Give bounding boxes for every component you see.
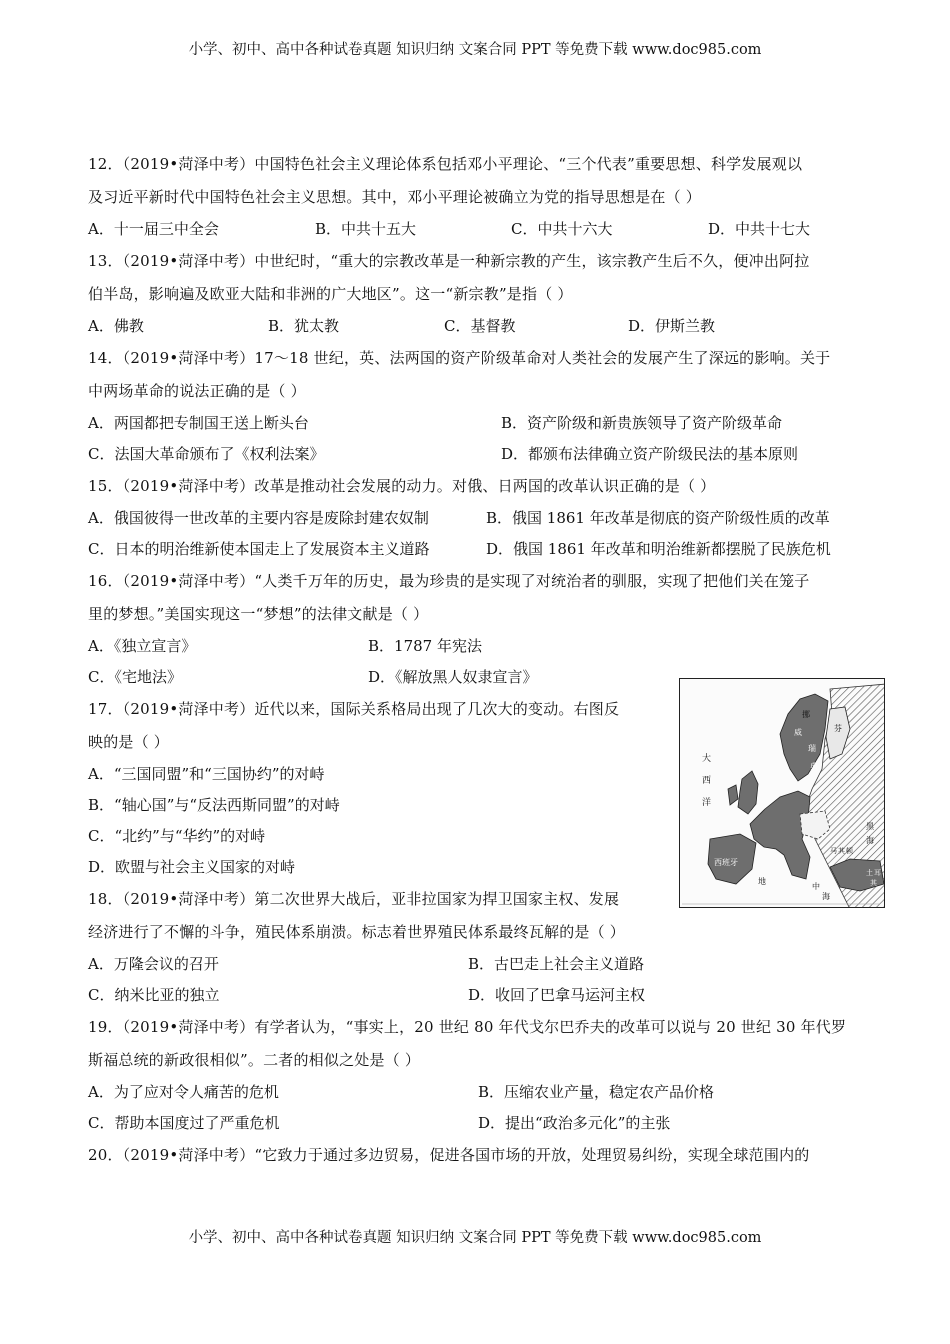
option-d[interactable]: D．伊斯兰教 — [628, 317, 716, 335]
question-text-line: 经济进行了不懈的斗争，殖民体系崩溃。标志着世界殖民体系最终瓦解的是（ ） — [88, 923, 625, 941]
question-text-line: 19．（2019•菏泽中考）有学者认为，“事实上，20 世纪 80 年代戈尔巴乔夫的改革可以说与 20 世纪 30 年代罗 — [88, 1018, 847, 1036]
option-b[interactable]: B．古巴走上社会主义道路 — [468, 955, 645, 973]
option-d[interactable]: D．收回了巴拿马运河主权 — [468, 986, 646, 1004]
map-label: 西班牙 — [714, 858, 738, 867]
option-b[interactable]: B．“轴心国”与“反法西斯同盟”的对峙 — [88, 796, 340, 814]
option-c[interactable]: C．中共十六大 — [511, 220, 613, 238]
map-label: 顿 — [846, 847, 853, 855]
option-c[interactable]: C．《宅地法》 — [88, 668, 182, 686]
map-label: 土 — [866, 869, 873, 877]
question-text-line: 及习近平新时代中国特色社会主义思想。其中，邓小平理论被确立为党的指导思想是在（ ） — [88, 188, 701, 206]
question-19 — [88, 1011, 883, 1139]
question-text-line: 18．（2019•菏泽中考）第二次世界大战后，亚非拉国家为捍卫国家主权、发展 — [88, 890, 620, 908]
options-row — [88, 631, 883, 662]
europe-map-figure — [679, 678, 885, 908]
map-label: 黑 — [866, 822, 874, 831]
options-row — [88, 534, 883, 565]
option-d[interactable]: D．俄国 1861 年改革和明治维新都摆脱了民族危机 — [486, 540, 831, 558]
options-row — [88, 949, 883, 980]
map-label: 耳 — [874, 869, 881, 877]
page-footer: 小学、初中、高中各种试卷真题 知识归纳 文案合同 PPT 等免费下载 www.doc985.com — [188, 1230, 762, 1246]
option-a[interactable]: A．佛教 — [88, 317, 144, 335]
map-label: 威 — [794, 728, 802, 737]
map-label: 地 — [758, 877, 766, 886]
option-d[interactable]: D．《解放黑人奴隶宣言》 — [368, 668, 538, 686]
map-label: 典 — [810, 762, 818, 771]
europe-map-svg — [680, 679, 885, 908]
map-label: 马 — [830, 847, 837, 855]
option-c[interactable]: C．帮助本国度过了严重危机 — [88, 1114, 280, 1132]
question-text-line: 17．（2019•菏泽中考）近代以来，国际关系格局出现了几次大的变动。右图反 — [88, 700, 620, 718]
map-label: 洋 — [702, 798, 712, 808]
option-a[interactable]: A．万隆会议的召开 — [88, 955, 219, 973]
option-a[interactable]: A．十一届三中全会 — [88, 220, 219, 238]
question-text-line: 伯半岛，影响遍及欧亚大陆和非洲的广大地区”。这一“新宗教”是指（ ） — [88, 285, 573, 303]
option-a[interactable]: A．《独立宣言》 — [88, 637, 197, 655]
option-b[interactable]: B．资产阶级和新贵族领导了资产阶级革命 — [501, 414, 783, 432]
options-row — [88, 503, 883, 534]
options-row — [88, 311, 883, 342]
option-b[interactable]: B．俄国 1861 年改革是彻底的资产阶级性质的改革 — [486, 509, 830, 527]
question-14 — [88, 342, 883, 470]
option-a[interactable]: A．“三国同盟”和“三国协约”的对峙 — [88, 765, 325, 783]
question-text-line: 12．（2019•菏泽中考）中国特色社会主义理论体系包括邓小平理论、“三个代表”重要思想、科学发展观以 — [88, 155, 803, 173]
map-label: 其 — [838, 847, 845, 855]
map-label: 挪 — [802, 710, 810, 719]
question-text-line: 里的梦想。”美国实现这一“梦想”的法律文献是（ ） — [88, 605, 429, 623]
map-label: 芬 — [834, 724, 842, 733]
option-b[interactable]: B．压缩农业产量，稳定农产品价格 — [478, 1083, 715, 1101]
question-text-line: 16．（2019•菏泽中考）“人类千万年的历史，最为珍贵的是实现了对统治者的驯服，实现了把他们关在笼子 — [88, 572, 810, 590]
options-row — [88, 439, 883, 470]
option-a[interactable]: A．俄国彼得一世改革的主要内容是废除封建农奴制 — [88, 509, 429, 527]
map-label: 海 — [866, 836, 874, 845]
option-c[interactable]: C．法国大革命颁布了《权利法案》 — [88, 445, 325, 463]
option-b[interactable]: B．犹太教 — [268, 317, 340, 335]
option-a[interactable]: A．为了应对令人痛苦的危机 — [88, 1083, 279, 1101]
question-text-line: 中两场革命的说法正确的是（ ） — [88, 382, 306, 400]
options-row — [88, 214, 883, 245]
map-label: 西 — [702, 776, 712, 786]
question-20 — [88, 1139, 883, 1172]
map-label: 中 — [812, 882, 820, 891]
option-a[interactable]: A．两国都把专制国王送上断头台 — [88, 414, 309, 432]
question-12 — [88, 148, 883, 245]
option-c[interactable]: C．纳米比亚的独立 — [88, 986, 220, 1004]
options-row — [88, 980, 883, 1011]
option-b[interactable]: B．中共十五大 — [315, 220, 417, 238]
question-15 — [88, 470, 883, 565]
question-text-line: 映的是（ ） — [88, 733, 169, 751]
question-text-line: 13．（2019•菏泽中考）中世纪时，“重大的宗教改革是一种新宗教的产生，该宗教产生后不久，便冲出阿拉 — [88, 252, 810, 270]
question-text-line: 斯福总统的新政很相似”。二者的相似之处是（ ） — [88, 1051, 421, 1069]
map-label: 瑞 — [808, 744, 816, 753]
map-label: 大 — [702, 754, 712, 764]
option-b[interactable]: B．1787 年宪法 — [368, 637, 482, 655]
options-row — [88, 1077, 883, 1108]
question-text-line: 20．（2019•菏泽中考）“它致力于通过多边贸易，促进各国市场的开放，处理贸易纠纷，实现全球范围内的 — [88, 1146, 810, 1164]
option-d[interactable]: D．中共十七大 — [708, 220, 811, 238]
option-c[interactable]: C．日本的明治维新使本国走上了发展资本主义道路 — [88, 540, 430, 558]
options-row — [88, 408, 883, 439]
question-text-line: 15．（2019•菏泽中考）改革是推动社会发展的动力。对俄、日两国的改革认识正确的是（ ） — [88, 477, 716, 495]
options-row — [88, 1108, 883, 1139]
question-13 — [88, 245, 883, 342]
question-text-line: 14．（2019•菏泽中考）17～18 世纪，英、法两国的资产阶级革命对人类社会的发展产生了深远的影响。关于 — [88, 349, 831, 367]
option-d[interactable]: D．欧盟与社会主义国家的对峙 — [88, 858, 296, 876]
option-c[interactable]: C．基督教 — [444, 317, 516, 335]
question-list — [88, 148, 883, 1172]
option-d[interactable]: D．都颁布法律确立资产阶级民法的基本原则 — [501, 445, 799, 463]
map-label: 海 — [822, 892, 830, 901]
option-c[interactable]: C．“北约”与“华约”的对峙 — [88, 827, 266, 845]
option-d[interactable]: D．提出“政治多元化”的主张 — [478, 1114, 671, 1132]
question-16 — [88, 565, 883, 693]
map-label: 其 — [870, 879, 877, 887]
page-header: 小学、初中、高中各种试卷真题 知识归纳 文案合同 PPT 等免费下载 www.doc985.com — [188, 42, 762, 58]
